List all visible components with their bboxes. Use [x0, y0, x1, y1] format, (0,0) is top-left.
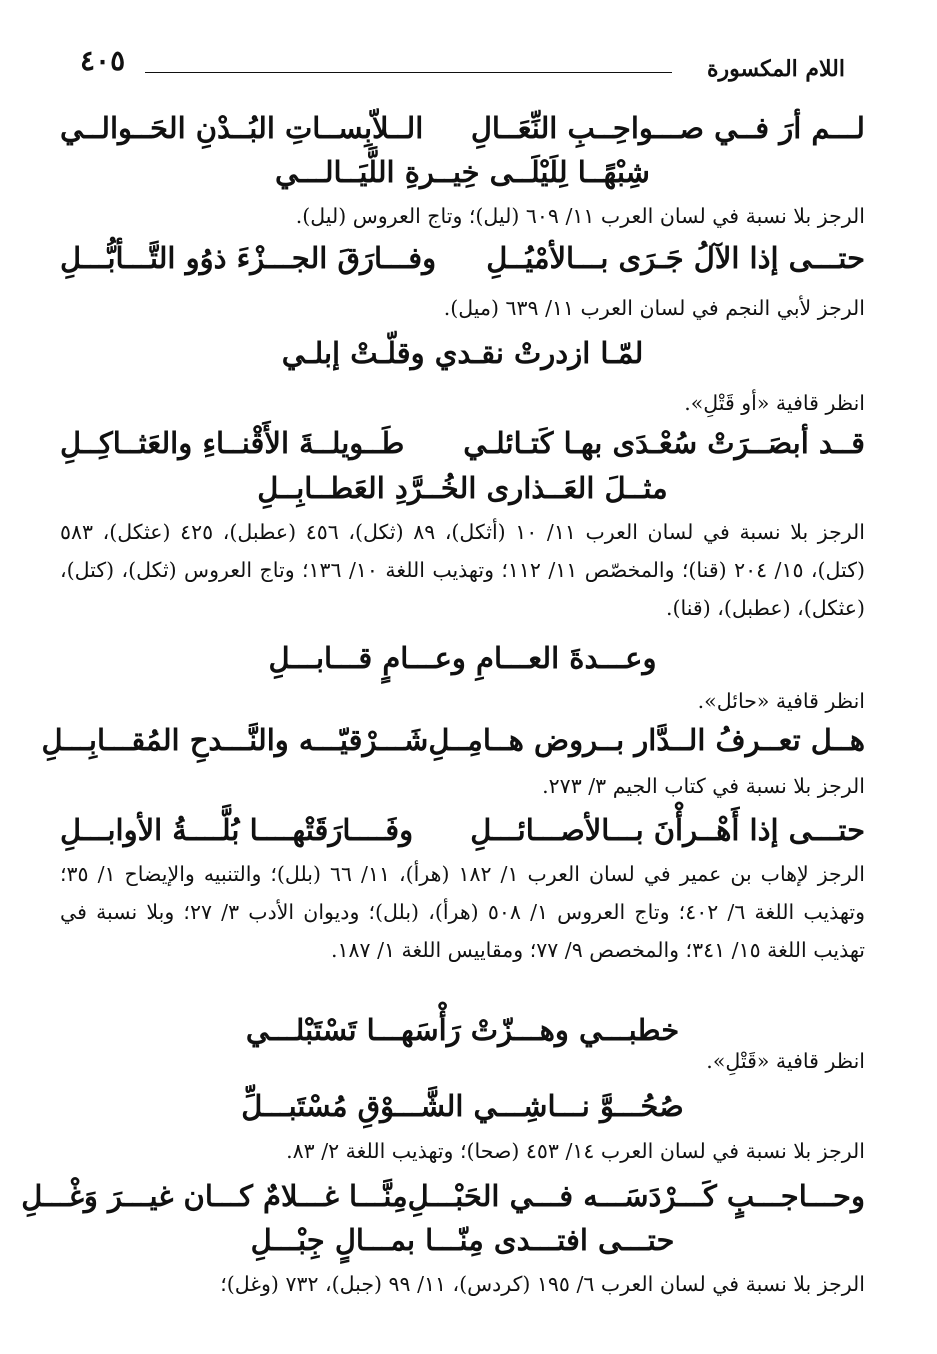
verse-line — [41, 722, 865, 758]
verse-line — [60, 812, 865, 848]
citation-note: الرجز بلا نسبة في لسان العرب ١١/ ٦٠٩ (ليل)؛ وتاج العروس (ليل). — [295, 204, 865, 228]
citation-note: الرجز لإهاب بن عمير في لسان العرب ١/ ١٨٢ (هرأ)، ١١/ ٦٦ (بلل)؛ والتنبيه والإيضاح ١/ ٣٥؛ وتهذيب اللغة ٦/ ٤٠٢؛ وتاج العروس ١/ ٥٠٨ (هرأ)، (بلل)؛ وديوان الأدب ٣/ ٢٧؛ وبلا نسبة في تهذيب اللغة ١٥/ ٣٤١؛ والمخصص ٩/ ٧٧؛ ومقاييس اللغة ١/ ١٨٧. — [60, 862, 865, 962]
verse-line: مثــلَ العَــذارى الخُــرَّدِ العَطــابِــلِ — [257, 471, 668, 505]
verse-line: حتـــى افتـــدى مِنّـــا بمـــالٍ جِبْـــلِ — [250, 1223, 675, 1257]
verse-line: صُحُـــوَّ نـــاشِـــي الشَّـــوْقِ مُسْتَبـــلِّ — [241, 1089, 684, 1123]
citation-note: الرجز بلا نسبة في كتاب الجيم ٣/ ٢٧٣. — [542, 774, 865, 798]
header-rule — [145, 72, 672, 73]
entry-10 — [21, 1178, 865, 1214]
verse-line: خطبـــي وهـــزّتْ رَأْسَهـــا تَسْتَبْلـــي — [245, 1013, 680, 1047]
citation-note: انظر قافية «أو قَتْلِ». — [684, 391, 865, 415]
verse-line — [60, 110, 865, 146]
citation-note: انظر قافية «حائل». — [697, 689, 865, 713]
citation-note: الرجز لأبي النجم في لسان العرب ١١/ ٦٣٩ (ميل). — [443, 296, 865, 320]
verse-hemistich-2: شَـــرْقيّـــه والنَّـــدحِ المُقـــابِـــلِ — [41, 723, 429, 757]
entry-6 — [41, 722, 865, 758]
entry-9 — [60, 1088, 865, 1124]
page-number: ٤٠٥ — [80, 44, 126, 77]
verse-line — [60, 240, 865, 276]
verse-hemistich-1: لـــم أرَ فــي صـــواحِــبِ النِّعَــالِ — [470, 111, 865, 145]
entry-1 — [60, 110, 865, 146]
verse-hemistich-2: الــلاّبِســاتِ البُــدْنِ الحَــوالــي — [60, 111, 424, 145]
verse-line: وعـــدةَ العـــامِ وعـــامٍ قـــابـــلِ — [268, 641, 657, 675]
citation-note: الرجز بلا نسبة في لسان العرب ١٤/ ٤٥٣ (صحا)؛ وتهذيب اللغة ٢/ ٨٣. — [286, 1139, 865, 1163]
verse-line: شِبْهًــا لِلَيْلَــى خِيــرةِ اللَّيَــالـــي — [275, 155, 650, 189]
verse-hemistich-1: وحـــاجـــبٍ كَـــرْدَسَـــه فـــي الحَبْـــلِ — [407, 1179, 865, 1213]
verse-hemistich-2: طَــويلــةَ الأَقْنــاءِ والعَثــاكِــلِ — [60, 426, 405, 460]
verse-line — [60, 425, 865, 461]
verse-hemistich-1: حتـــى إذا أَهْــرأْنَ بـــالأصـــائـــلِ — [470, 813, 865, 847]
entry-3 — [60, 335, 865, 371]
verse-hemistich-2: وفَــــارَقَتْهــــا بُلَّــــةُ الأوابـــلِ — [60, 813, 414, 847]
verse-hemistich-1: حتـــى إذا الآلُ جَـرَى بـــالأمْيُــلِ — [486, 241, 865, 275]
verse-line — [21, 1178, 865, 1214]
verse-hemistich-2: وفـــارَقَ الجـــزْءَ ذوُو التَّـــأبُّـــلِ — [60, 241, 437, 275]
running-header-title: اللام المكسورة — [706, 56, 845, 82]
verse-hemistich-1: هــل تعــرفُ الــدَّار بــروض هــامِــلِ — [428, 723, 865, 757]
entry-4 — [60, 425, 865, 461]
entry-7 — [60, 812, 865, 848]
verse-line: لمّـا ازدرتْ نقـدي وقلّـتْ إبلـي — [281, 336, 644, 370]
verse-hemistich-2: مِنَّـــا غـــلامٌ كـــان غيـــرَ وَغْـــلِ — [21, 1179, 408, 1213]
entry-5 — [60, 640, 865, 676]
citation-note: الرجز بلا نسبة في لسان العرب ٦/ ١٩٥ (كردس)، ١١/ ٩٩ (جبل)، ٧٣٢ (وغل)؛ — [220, 1272, 865, 1296]
citation-note: انظر قافية «قَتْلِ». — [706, 1049, 865, 1073]
entry-2 — [60, 240, 865, 276]
citation-note: الرجز بلا نسبة في لسان العرب ١١/ ١٠ (أثكل)، ٨٩ (ثكل)، ٤٥٦ (عطبل)، ٤٢٥ (عثكل)، ٥٨٣ (كتل)، ١٥/ ٢٠٤ (قنا)؛ والمخصّص ١١/ ١١٢؛ وتهذيب اللغة ١٠/ ١٣٦؛ وتاج العروس (ثكل)، (كتل)، (عثكل)، (عطبل)، (قنا). — [60, 520, 865, 620]
verse-hemistich-1: قــد أبصَــرَتْ سُعْـدَى بهـا كَتـائلـي — [463, 426, 865, 460]
